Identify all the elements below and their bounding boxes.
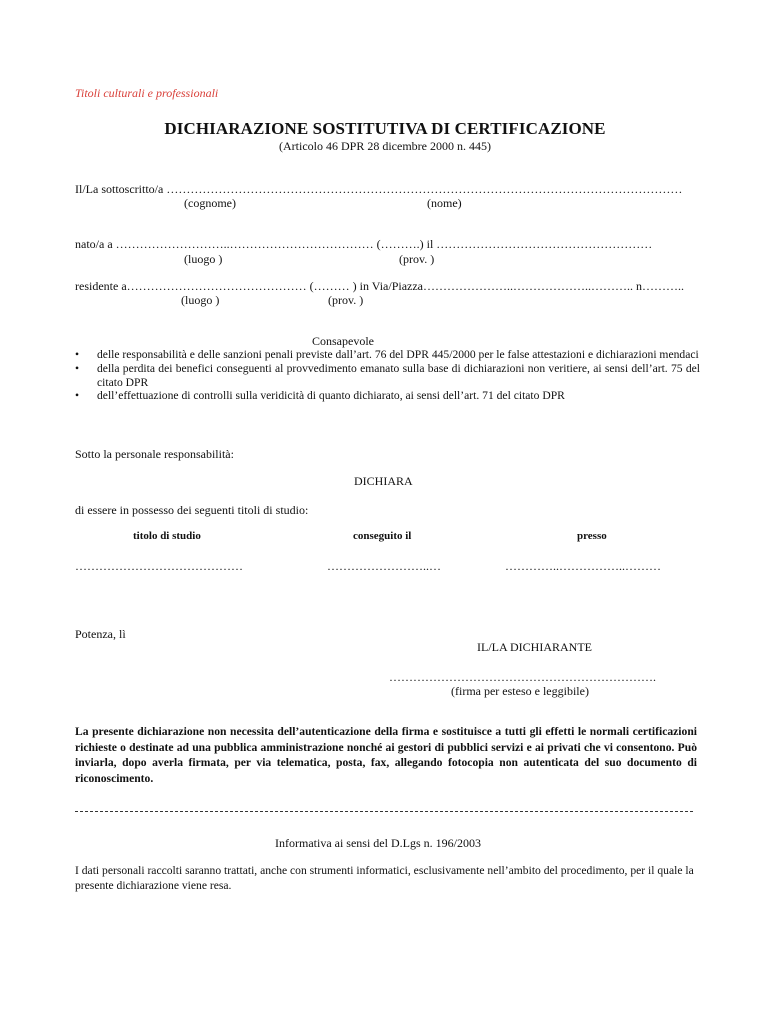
name-label: (nome)	[427, 196, 462, 210]
awareness-item: • dell’effettuazione di controlli sulla veridicità di quanto dichiarato, ai sensi dell’art. 71 del citato DPR	[75, 389, 700, 403]
awareness-heading: Consapevole	[312, 334, 374, 348]
residence-place-label: (luogo )	[181, 293, 220, 307]
page-title: DICHIARAZIONE SOSTITUTIVA DI CERTIFICAZIONE	[164, 119, 606, 138]
signature-line: ………………………………………………………….	[389, 670, 656, 684]
privacy-heading: Informativa ai sensi del D.Lgs n. 196/2003	[275, 836, 481, 850]
possession-text: di essere in possesso dei seguenti titoli di studio:	[75, 503, 309, 517]
awareness-item: • della perdita dei benefici conseguenti al provvedimento emanato sulla base di dichiarazioni non veritiere, ai sensi dell’art. 75 del citato DPR	[75, 362, 700, 390]
place-date: Potenza, lì	[75, 627, 126, 641]
awareness-item: • delle responsabilità e delle sanzioni penali previste dall’art. 76 del DPR 445/2000 per le false attestazioni e dichiarazioni mendaci	[75, 348, 700, 362]
table-cell-title: ……………………………………	[75, 559, 243, 573]
table-cell-institution: …………..……………..………	[505, 559, 661, 573]
residence-province-label: (prov. )	[328, 293, 364, 307]
residence-line: residente a……………………………………… (……… ) in Via/Piazza…………………..………………..……….. n………..	[75, 279, 684, 293]
declares-heading: DICHIARA	[354, 474, 413, 488]
divider	[75, 811, 693, 812]
privacy-text: I dati personali raccolti saranno trattati, anche con strumenti informatici, esclusivamente nell’ambito del procedimento, per il quale la presente dichiarazione viene resa.	[75, 864, 694, 892]
awareness-list	[75, 348, 700, 403]
surname-label: (cognome)	[184, 196, 236, 210]
birth-place-label: (luogo )	[184, 252, 223, 266]
header-note: Titoli culturali e professionali	[75, 86, 219, 100]
identity-line: Il/La sottoscritto/a …………………………………………………………………………………………………………………	[75, 182, 683, 196]
page-subtitle: (Articolo 46 DPR 28 dicembre 2000 n. 445)	[279, 139, 491, 153]
column-header-title: titolo di studio	[133, 530, 201, 542]
table-cell-date: ……………………..…	[327, 559, 441, 573]
column-header-institution: presso	[577, 530, 607, 542]
birth-province-label: (prov. )	[399, 252, 435, 266]
column-header-date: conseguito il	[353, 530, 412, 542]
responsibility-text: Sotto la personale responsabilità:	[75, 447, 234, 461]
signature-label: (firma per esteso e leggibile)	[451, 684, 589, 698]
birth-line: nato/a a ………………………..……………………………… (……….) il ………………………………………………	[75, 237, 653, 251]
declarant-label: IL/LA DICHIARANTE	[477, 640, 592, 654]
legal-notice: La presente dichiarazione non necessita dell’autenticazione della firma e sostituisce a tutti gli effetti le normali certificazioni richieste o destinate ad una pubblica amministrazione nonché ai gestori di pubblici servizi e ai privati che vi consentono. Può inviarla, dopo averla firmata, per via telematica, posta, fax, allegando fotocopia non autenticata del suo documento di riconoscimento.	[75, 725, 697, 785]
